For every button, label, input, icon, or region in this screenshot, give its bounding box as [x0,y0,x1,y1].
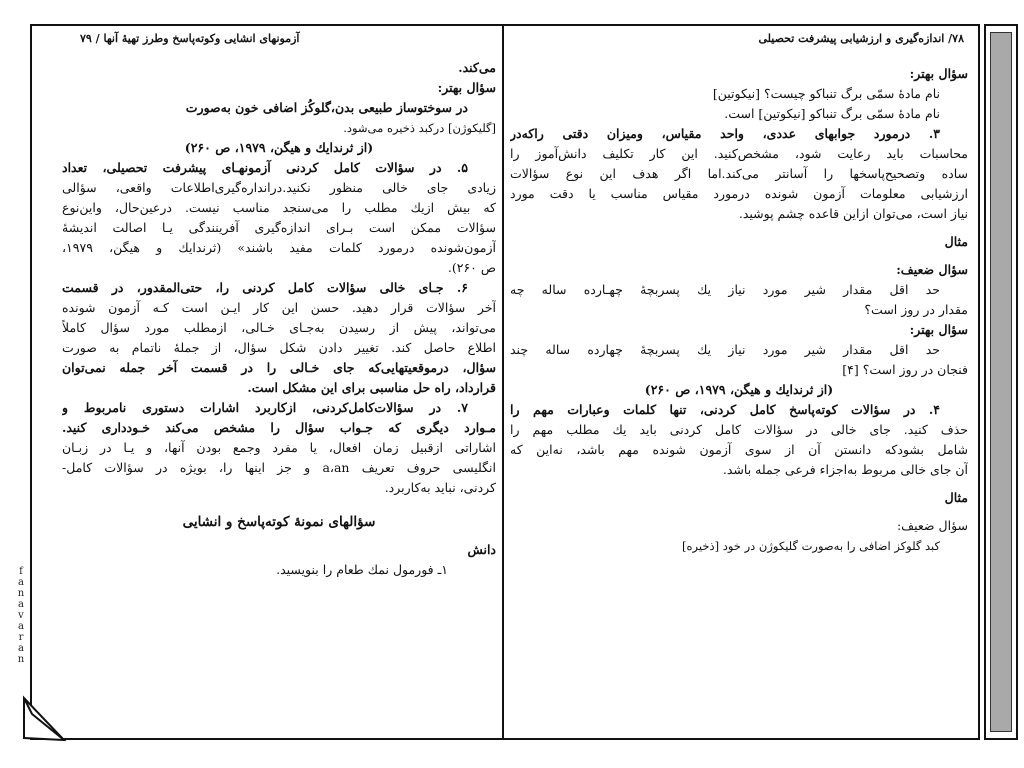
subheading: سؤال ضعیف: [896,262,968,277]
example-label: مثال [944,490,968,505]
watermark-letter: n [17,654,25,665]
watermark-letter: a [18,643,24,654]
text-line: ص ۲۶۰). [447,260,496,275]
text-line: که بیش ازیك مطلب را می‌سنجد مناسب نیست. درعین‌حال، واین‌نوع [62,200,496,215]
text-line: کردنی، نباید به‌کاربرد. [384,480,496,495]
citation: (از ثرندایك و هیگن، ۱۹۷۹، ص ۲۶۰) [644,382,834,397]
scrollbar-thumb[interactable] [990,32,1012,732]
watermark-letter: a [18,599,24,610]
text-line: ۳. درمورد جوابهای عددی، واحد مقیاس، وميزان دقتی راکه‌در [510,126,940,141]
subheading: دانش [467,542,496,557]
subheading: سؤال بهتر: [909,322,968,337]
text-line: ارزشیابی معلومات آزمون شونده درمورد مقیاس مناسب یا دقت مورد [510,186,968,201]
text-line: سؤال، درموقعیتهایی‌که جای خـالی را در قسمت آخر جمله نمی‌توان [62,360,496,375]
text-line: حد اقل مقدار شیر مورد نیاز یك پسربچهٔ چهارده ساله چند [510,342,940,357]
text-line: اشاراتی ازقبیل زمان افعال، یا مفرد وجمع بودن آنها، و یـا در زبـان [62,440,496,455]
text-line: سؤالات ممکن است بـرای اندازه‌گیری آفرینندگی یـا اصالت اندیشهٔ [62,220,496,235]
text-line: ۱ـ فورمول نمك طعام را بنویسید. [276,562,448,577]
citation: (از ثرندایك و هیگن، ۱۹۷۹، ص ۲۶۰) [184,140,374,155]
text-line: کبد گلوکز اضافی را به‌صورت گلیکوژن در خود [ذخیره] [682,539,940,553]
watermark-letter: f [19,566,23,577]
text-line: در سوختوساز طبیعی بدن،گلوکُز اضافی خون به‌صورت [185,100,468,115]
text-line: فنجان در روز است؟ [۴] [842,362,968,377]
page-78 [510,28,968,734]
text-line: نام مادهٔ سمّی برگ تنباکو [نیکوتین] است. [724,106,940,121]
text-line: شامل بشودکه دانستن آن از سوی آزمون شونده مهم باشد، نه‌این که [510,442,968,457]
text-line: آن جای خالی مربوط به‌اجزاء فرعی جمله باشد. [722,462,968,477]
text-line: آخر سؤالات قرار دهید. حسن این کار ایـن است کـه آزمون شونده [62,300,496,315]
subheading: سؤال بهتر: [909,66,968,81]
text-line: محاسبات باید رعایت شود، مشخص‌کنید. این کار تکلیف دانش‌آموز را [510,146,968,161]
text-line: [گلیکوژن] درکبد ذخیره می‌شود. [343,121,496,135]
text-line: اطلاع حاصل کند. تغییر دادن شکل سؤال، از جملهٔ ناتمام به صورت [62,340,496,355]
text-line: ۵. در سؤالات کامل کردنی آزمونهـای پیشرفت تحصیلی، تعداد [62,160,468,175]
watermark-letter: a [18,621,24,632]
text-line: حد اقل مقدار شیر مورد نیاز یك پسربچهٔ چهـارده ساله چه [510,282,940,297]
watermark [14,566,28,665]
section-title: سؤالهای نمونهٔ کوته‌پاسخ و انشایی [182,514,376,530]
text-line: حذف کنید. جای خالی در سؤالات کامل کردنی باید یك مطلب مهم را [510,422,968,437]
running-header: ۷۸/ اندازه‌گیری و ارزشیابی پیشرفت تحصیلی [758,32,964,45]
text-line: انگلیسی حروف تعریف a،an و جز اینها را، بویژه در سؤالات کامل- [62,460,496,475]
watermark-letter: a [18,577,24,588]
text-line: ۷. در سؤالات‌کامل‌کردنی، ازکاربرد اشارات دستوری نامربوط و [62,400,468,415]
text-line: مـوارد دیگری که جـواب سؤال را مشخص می‌کند خـودداری کنید. [62,420,496,435]
subheading: سؤال ضعیف: [896,518,968,533]
scrollbar[interactable] [984,24,1018,740]
page-79 [62,28,496,734]
text-line: قرارداد، راه حل مناسبی برای این مشکل است. [247,380,496,395]
running-header: آزمونهای انشایی وکوته‌پاسخ وطرز تهیهٔ آنها / ۷۹ [80,32,300,45]
watermark-letter: n [17,588,25,599]
watermark-letter: r [18,632,24,643]
text-line: زیادی جای خالی منظور نکنید.درانداره‌گیری‌اطلاعات واقعی، سؤالی [62,180,496,195]
example-label: مثال [944,234,968,249]
text-line: آزمون‌شونده درمورد کلمات مفید باشند» (ثرندایك و هیگن، ۱۹۷۹، [62,240,496,255]
page-divider [502,24,504,740]
text-line: نام مادهٔ سمّی برگ تنباکو چیست؟ [نیکوتین] [712,86,940,101]
watermark-letter: v [18,610,24,621]
text-line: ۴. در سؤالات کوته‌پاسخ کامل کردنی، تنها کلمات وعبارات مهم را [510,402,940,417]
text-line: ۶. جـای خالی سؤالات کامل کردنی را، حتی‌المقدور، در قسمت [62,280,468,295]
text-line: نیاز است، می‌توان ازاین قاعده چشم پوشید. [738,206,968,221]
text-line: می‌کند. [458,60,496,75]
text-line: ساده وتصحیح‌پاسخها را آسانتر می‌کند.اما اگر هدف این نوع سؤالات [510,166,968,181]
text-line: مقدار در روز است؟ [864,302,968,317]
subheading: سؤال بهتر: [437,80,496,95]
text-line: می‌تواند، پیش از رسیدن به‌جـای خـالی، ازمطلب مورد سؤال کاملاً [62,320,496,335]
